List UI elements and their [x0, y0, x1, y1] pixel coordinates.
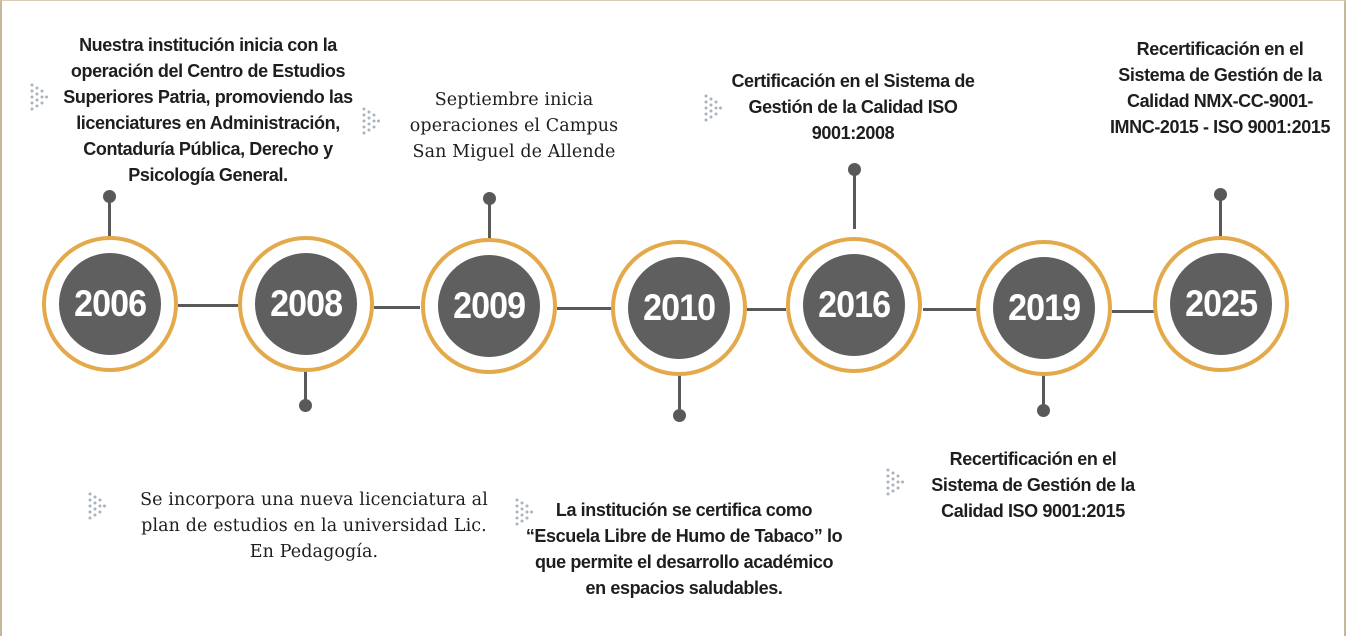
- event-text-2019: Recertificación en el Sistema de Gestión de la Calidad ISO 9001:2015: [931, 449, 1135, 521]
- connector-dot: [673, 409, 686, 422]
- year-disc: [628, 257, 730, 359]
- triangle-dot-arrow-icon: [30, 83, 48, 111]
- triangle-dot-arrow-icon: [362, 107, 380, 135]
- year-disc: [255, 253, 357, 355]
- year-label: 2025: [1184, 283, 1258, 324]
- connector-dot: [103, 190, 116, 203]
- year-label: 2009: [452, 285, 526, 326]
- year-disc: [1170, 253, 1272, 355]
- connector-dot: [483, 192, 496, 205]
- year-label: 2008: [269, 283, 343, 324]
- timeline-axis: [923, 308, 978, 311]
- connector-dot: [299, 399, 312, 412]
- triangle-dot-arrow-icon: [704, 94, 722, 122]
- year-label: 2016: [817, 284, 891, 325]
- event-text-2025: Recertificación en el Sistema de Gestión de la Calidad NMX-CC-9001-IMNC-2015 - ISO 9001:2015: [1109, 39, 1331, 137]
- year-disc: [438, 255, 540, 357]
- connector-line: [853, 171, 856, 229]
- connector-dot: [1037, 404, 1050, 417]
- event-text-2016: Certificación en el Sistema de Gestión de la Calidad ISO 9001:2008: [731, 71, 975, 143]
- year-label: 2006: [73, 283, 147, 324]
- connector-dot: [848, 163, 861, 176]
- year-label: 2010: [642, 287, 716, 328]
- year-label: 2019: [1007, 287, 1081, 328]
- timeline-axis: [178, 304, 238, 307]
- year-disc: [59, 253, 161, 355]
- connector-dot: [1214, 188, 1227, 201]
- triangle-dot-arrow-icon: [88, 492, 106, 520]
- event-text-2009: Septiembre inicia operaciones el Campus San Miguel de Allende: [409, 90, 619, 162]
- event-text-2006: Nuestra institución inicia con la operación del Centro de Estudios Superiores Patria, promoviendo las licenciatures en Administración, Contaduría Pública, Derecho y Psicología General.: [63, 35, 353, 185]
- triangle-dot-arrow-icon: [515, 498, 533, 526]
- triangle-dot-arrow-icon: [886, 468, 904, 496]
- connector-line: [1219, 196, 1222, 238]
- event-text-2008: Se incorpora una nueva licenciatura al plan de estudios en la universidad Lic. En Pedagogía.: [140, 490, 488, 562]
- timeline-axis: [1112, 310, 1158, 313]
- event-text-2010: La institución se certifica como “Escuela Libre de Humo de Tabaco” lo que permite el desarrollo académico en espacios saludables.: [525, 500, 843, 598]
- timeline-axis: [374, 306, 420, 309]
- timeline-axis: [744, 308, 786, 311]
- timeline-axis: [557, 307, 613, 310]
- year-disc: [993, 257, 1095, 359]
- year-disc: [803, 254, 905, 356]
